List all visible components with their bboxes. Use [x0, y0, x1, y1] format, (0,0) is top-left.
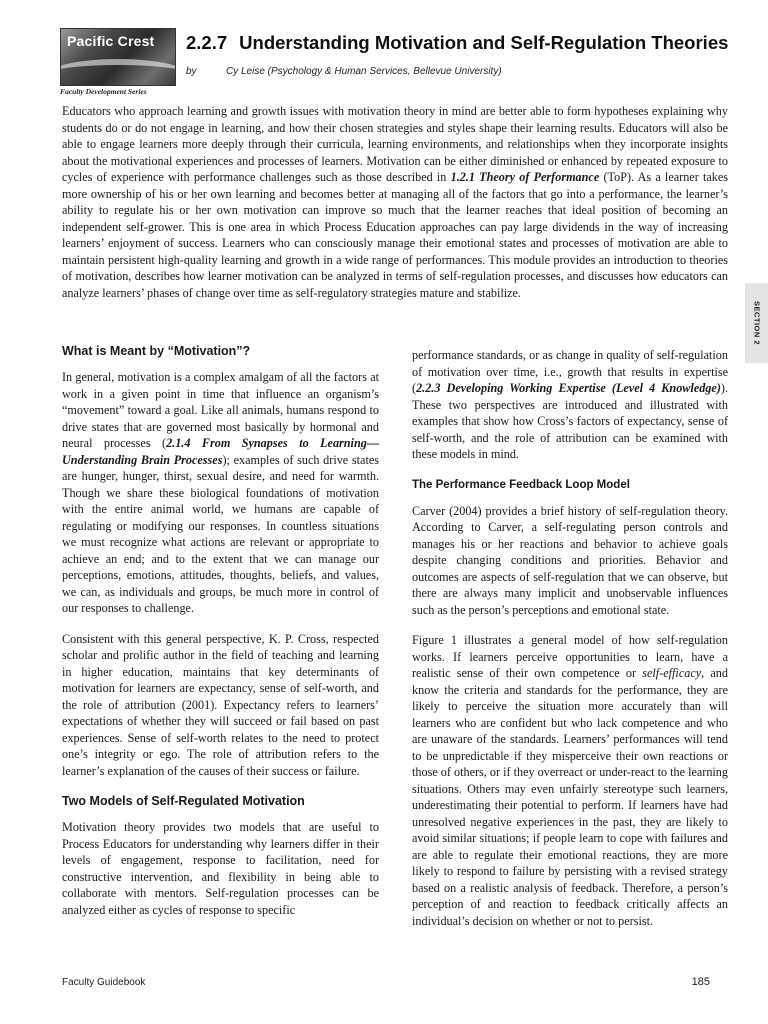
intro-text-1: Educators who approach learning and growth issues with motivation theory in mind are better able to form hypotheses explaining why students do or do not engage in learning, and how their chosen strategies and styles shape their learning results. Educators will also be able to engage learners more deeply through their curricula, learning environments, and relationships when they incorporate insights about the motivational experiences and processes of learners. Motivation can be either diminished or enhanced by repeated exposure to cycles of experience with performance challenges such as those described in	[62, 104, 728, 184]
text-span: ); examples of such drive states are hunger, hunger, thirst, sexual desire, and need for warmth. Though we share these biological foundations of motivation with the entire animal world, we humans are capable of regulating or modifying our responses. In countless situations we must recognize what actions are relevant or appropriate to achieve an end; and to the extent that we can manage our perceptions, emotions, attitudes, thoughts, beliefs, and values, we can, as individuals and groups, be much more in control of our responses to challenge.	[62, 452, 379, 615]
heading-motivation: What is Meant by “Motivation”?	[62, 344, 251, 358]
text-span: In general, motivation is a complex amalgam of all the factors at work in a given point in time that influence an organism’s “movement” toward a goal. Like all animals, humans respond to drive states that are governed most basically by hormonal and neural processes (	[62, 370, 379, 450]
paragraph: Consistent with this general perspective, K. P. Cross, respected scholar and prolific author in the field of teaching and learning in higher education, maintains that key determinants of motivation for learners are expectancy, sense of self-worth, and the role of attribution (2001). Expectancy refers to learners’ expectations of whether they will succeed or fail based on past experiences. Sense of self-worth relates to the need to protect one’s integrity or ego. The role of attribution refers to the learner’s explanation of the causes of their success or failure.	[62, 631, 379, 778]
paragraph: Carver (2004) provides a brief history of self-regulation theory. According to Carver, a self-regulating person controls and manages his or her reactions and behavior to achieve goals despite changing conditions and priorities. Behavior and outcomes are aspects of self-regulation that we can observe, but there are always many implicit and unobservable influences such as the person’s perceptions and emotional state.	[412, 503, 728, 617]
intro-text-2: (ToP). As a learner takes more ownership of his or her own learning and becomes better at managing all of the factors that go into a performance, the learner’s ability to regulate his or her own motivation can improve so much that the learner reaches that ideal position of becoming an independent self-grower. This is one area in which Process Education approaches can pay large dividends in the way of increasing learners’ enjoyment of success. Learners who can consciously manage their emotional states and processes of motivation are able to maintain persistent high-quality learning and growth in a wide range of performances. This module provides an introduction to theories of motivation, describes how learner motivation can be analyzed in terms of self-regulation processes, and discusses how educators can analyze learners’ phases of change over time as self-regulatory strategies mature and stabilize.	[62, 170, 728, 300]
left-column	[62, 343, 379, 932]
paragraph	[62, 369, 379, 617]
module-title: Understanding Motivation and Self-Regulation Theories	[239, 32, 729, 53]
series-label: Faculty Development Series	[60, 87, 147, 96]
right-column	[412, 347, 728, 943]
heading-two-models: Two Models of Self-Regulated Motivation	[62, 794, 305, 808]
text-span: ). These two perspectives are introduced and illustrated with examples that show how Cross’s factors of expectancy, sense of self-worth, and the role of attribution can be examined with these models in mind.	[412, 381, 728, 461]
module-reference: 1.2.1 Theory of Performance	[450, 170, 600, 184]
paragraph	[412, 347, 728, 463]
text-span: , and know the criteria and standards for the performance, they are likely to perceive the situation more accurately than will learners who are confident but who lack competence and who are unaware of the standards. Learners’ performances will tend to be unpredictable if they misperceive their own reactions or those of others, or if they overreact or under-react to the learning situations. Others may even unfairly stereotype such learners, underestimating their potential to perform. If learners have had unresolved negative experiences in the past, they are likely to avoid similar situations; if people learn to cope with failures and are able to regulate their emotional reactions, they are more likely to respond to failure by persisting with a revised strategy based on a realistic analysis of feedback. Therefore, a person’s perception of and reaction to feedback critically affects an individual’s decision on whether or not to persist.	[412, 666, 728, 928]
paragraph	[412, 632, 728, 929]
footer-title: Faculty Guidebook	[62, 977, 146, 988]
byline	[186, 66, 502, 77]
page-title	[186, 32, 728, 54]
author: Cy Leise (Psychology & Human Services, Bellevue University)	[226, 66, 502, 77]
text-span: performance standards, or as change in quality of self-regulation of motivation over time, i.e., growth that results in expertise (	[412, 348, 728, 395]
paragraph: Motivation theory provides two models that are useful to Process Educators for understanding why learners differ in their levels of engagement, response to facilitation, need for constructive intervention, and flexibility in being able to collaborate with mentors. Self-regulation processes can be analyzed either as cycles of response to specific	[62, 820, 379, 917]
section-tab-label: SECTION 2	[752, 300, 761, 346]
wave-graphic	[60, 59, 176, 86]
text-span: Figure 1 illustrates a general model of how self-regulation works. If learners perceive opportunities to learn, have a realistic sense of their own competence or	[412, 633, 728, 680]
module-reference: 2.2.3 Developing Working Expertise (Level 4 Knowledge)	[416, 381, 721, 395]
intro-paragraph	[62, 103, 728, 301]
module-number: 2.2.7	[186, 32, 228, 53]
by-label: by	[186, 66, 197, 77]
pacific-crest-logo	[60, 28, 176, 86]
page-number: 185	[691, 976, 710, 988]
heading-feedback-loop: The Performance Feedback Loop Model	[412, 478, 630, 491]
emphasis: self-efficacy	[642, 666, 702, 680]
section-tab	[745, 283, 768, 363]
logo-text: Pacific Crest	[67, 33, 155, 49]
module-reference: 2.1.4 From Synapses to Learning—Understanding Brain Processes	[62, 436, 380, 467]
